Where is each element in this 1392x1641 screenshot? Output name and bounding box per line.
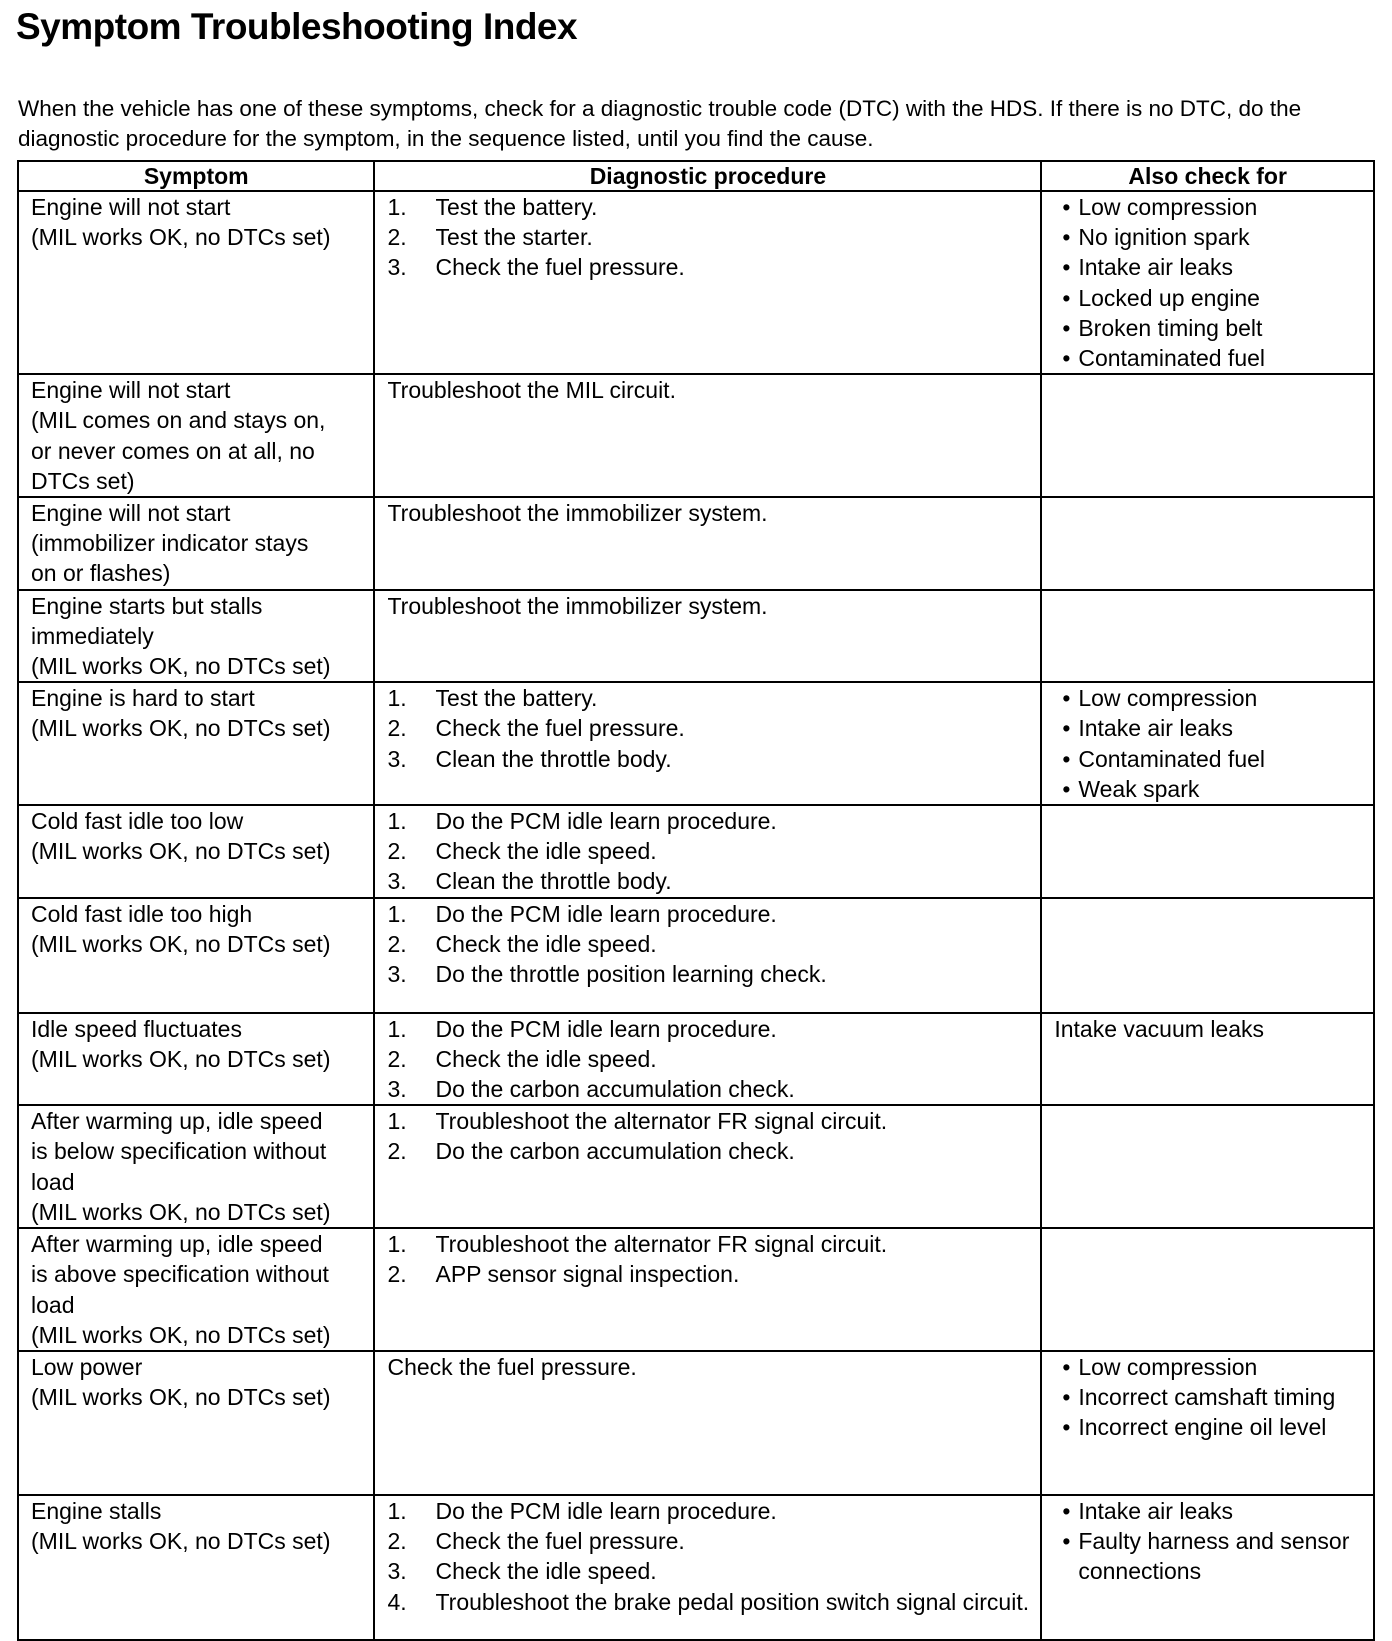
step-number: 2. <box>387 1045 407 1072</box>
bullet-icon: • <box>1062 775 1071 802</box>
procedure-text: Troubleshoot the MIL circuit. <box>387 377 676 404</box>
procedure-cell <box>374 898 1041 1013</box>
symptom-cell: Idle speed fluctuates (MIL works OK, no DTCs set) <box>18 1013 374 1106</box>
table-row <box>18 1495 1374 1640</box>
step-text: Test the starter. <box>435 224 593 251</box>
symptom-cell: After warming up, idle speed is below specification without load (MIL works OK, no DTCs set) <box>18 1105 374 1228</box>
bullet-icon: • <box>1062 1353 1071 1380</box>
procedure-step <box>387 713 1032 743</box>
procedure-step <box>387 1229 1032 1259</box>
symptom-cell: After warming up, idle speed is above specification without load (MIL works OK, no DTCs set) <box>18 1228 374 1351</box>
bullet-icon: • <box>1062 1384 1071 1411</box>
symptom-cell: Engine will not start (MIL works OK, no DTCs set) <box>18 191 374 374</box>
step-text: Check the fuel pressure. <box>435 715 685 742</box>
also-check-cell <box>1041 682 1374 805</box>
also-check-cell <box>1041 1495 1374 1640</box>
step-number: 1. <box>387 685 407 712</box>
step-number: 1. <box>387 900 407 927</box>
also-check-text: Low compression <box>1078 194 1258 220</box>
also-check-text: Faulty harness and sensor connections <box>1078 1528 1350 1585</box>
header-diagnostic-procedure: Diagnostic procedure <box>374 161 1041 191</box>
step-number: 2. <box>387 1138 407 1165</box>
symptom-table <box>17 160 1375 1641</box>
list-item <box>1054 1382 1365 1412</box>
bullet-icon: • <box>1062 254 1071 281</box>
bullet-icon: • <box>1062 685 1071 712</box>
table-row <box>18 374 1374 497</box>
procedure-cell <box>374 1495 1041 1640</box>
step-number: 3. <box>387 961 407 988</box>
step-text: APP sensor signal inspection. <box>435 1261 740 1288</box>
also-check-cell <box>1041 191 1374 374</box>
procedure-step <box>387 899 1032 929</box>
step-text: Check the fuel pressure. <box>435 254 685 281</box>
bullet-icon: • <box>1062 745 1071 772</box>
procedure-step <box>387 744 1032 774</box>
procedure-steps <box>387 683 1032 774</box>
also-check-text: Weak spark <box>1078 775 1200 802</box>
list-item <box>1054 744 1365 774</box>
bullet-icon: • <box>1062 1414 1071 1441</box>
procedure-step <box>387 1074 1032 1104</box>
step-text: Clean the throttle body. <box>435 868 672 895</box>
procedure-step <box>387 683 1032 713</box>
also-check-list <box>1054 1496 1365 1587</box>
also-check-text: No ignition spark <box>1078 224 1250 251</box>
procedure-cell <box>374 682 1041 805</box>
also-check-cell <box>1041 1351 1374 1495</box>
also-check-text: Broken timing belt <box>1078 314 1263 341</box>
procedure-cell <box>374 1013 1041 1106</box>
procedure-steps <box>387 1229 1032 1289</box>
procedure-step <box>387 1556 1032 1586</box>
symptom-cell: Engine will not start (MIL comes on and stays on, or never comes on at all, no DTCs set) <box>18 374 374 497</box>
table-row <box>18 682 1374 805</box>
table-row <box>18 1013 1374 1106</box>
step-number: 2. <box>387 1261 407 1288</box>
list-item <box>1054 222 1365 252</box>
procedure-cell <box>374 590 1041 683</box>
step-number: 3. <box>387 254 407 281</box>
procedure-step <box>387 192 1032 222</box>
bullet-icon: • <box>1062 345 1071 372</box>
step-text: Do the PCM idle learn procedure. <box>435 1015 777 1042</box>
procedure-steps <box>387 192 1032 283</box>
step-number: 3. <box>387 1558 407 1585</box>
procedure-text: Check the fuel pressure. <box>387 1353 637 1380</box>
procedure-step <box>387 1496 1032 1526</box>
procedure-steps <box>387 1496 1032 1617</box>
symptom-cell: Cold fast idle too high (MIL works OK, no DTCs set) <box>18 898 374 1013</box>
step-text: Do the PCM idle learn procedure. <box>435 808 777 835</box>
procedure-step <box>387 806 1032 836</box>
step-text: Troubleshoot the brake pedal position switch signal circuit. <box>435 1588 1030 1615</box>
also-check-cell <box>1041 1105 1374 1228</box>
step-text: Check the idle speed. <box>435 1045 657 1072</box>
symptom-cell: Engine stalls (MIL works OK, no DTCs set) <box>18 1495 374 1640</box>
step-text: Troubleshoot the alternator FR signal circuit. <box>435 1108 888 1135</box>
procedure-step <box>387 222 1032 252</box>
bullet-icon: • <box>1062 314 1071 341</box>
procedure-cell <box>374 497 1041 590</box>
also-check-text: Low compression <box>1078 685 1258 712</box>
procedure-text: Troubleshoot the immobilizer system. <box>387 592 768 619</box>
list-item <box>1054 1352 1365 1382</box>
symptom-cell: Cold fast idle too low (MIL works OK, no DTCs set) <box>18 805 374 898</box>
table-row <box>18 805 1374 898</box>
procedure-step <box>387 866 1032 896</box>
step-number: 1. <box>387 1497 407 1524</box>
list-item <box>1054 1496 1365 1526</box>
table-row <box>18 191 1374 374</box>
also-check-list <box>1054 192 1365 373</box>
page-title: Symptom Troubleshooting Index <box>16 6 578 47</box>
step-text: Clean the throttle body. <box>435 745 672 772</box>
also-check-text: Intake air leaks <box>1078 715 1234 742</box>
symptom-cell: Engine will not start (immobilizer indicator stays on or flashes) <box>18 497 374 590</box>
step-text: Do the PCM idle learn procedure. <box>435 900 777 927</box>
step-text: Test the battery. <box>435 685 598 712</box>
table-row <box>18 497 1374 590</box>
also-check-cell <box>1041 590 1374 683</box>
step-number: 1. <box>387 1015 407 1042</box>
procedure-steps <box>387 806 1032 897</box>
also-check-text: Intake air leaks <box>1078 1497 1234 1524</box>
procedure-step <box>387 1106 1032 1136</box>
header-symptom: Symptom <box>18 161 374 191</box>
list-item <box>1054 313 1365 343</box>
intro-paragraph: When the vehicle has one of these symptoms, check for a diagnostic trouble code (DTC) with the HDS. If there is no DTC, do the diagnostic procedure for the symptom, in the sequence listed, until you find the cause. <box>18 96 1302 151</box>
also-check-text: Intake vacuum leaks <box>1054 1015 1265 1042</box>
step-text: Check the idle speed. <box>435 1558 657 1585</box>
procedure-steps <box>387 1106 1032 1166</box>
step-number: 1. <box>387 194 407 220</box>
table-row <box>18 1105 1374 1228</box>
list-item <box>1054 283 1365 313</box>
also-check-text: Incorrect engine oil level <box>1078 1414 1327 1441</box>
step-text: Test the battery. <box>435 194 598 220</box>
also-check-list <box>1054 683 1365 804</box>
procedure-cell <box>374 1351 1041 1495</box>
step-text: Check the fuel pressure. <box>435 1528 685 1555</box>
table-header-row <box>18 161 1374 191</box>
procedure-step <box>387 1587 1032 1617</box>
step-number: 2. <box>387 930 407 957</box>
step-number: 2. <box>387 1528 407 1555</box>
symptom-cell: Low power (MIL works OK, no DTCs set) <box>18 1351 374 1495</box>
also-check-text: Contaminated fuel <box>1078 345 1266 372</box>
bullet-icon: • <box>1062 224 1071 251</box>
procedure-steps <box>387 1014 1032 1105</box>
step-number: 2. <box>387 715 407 742</box>
procedure-cell <box>374 191 1041 374</box>
also-check-cell <box>1041 1013 1374 1106</box>
step-text: Check the idle speed. <box>435 838 657 865</box>
step-number: 1. <box>387 808 407 835</box>
also-check-text: Low compression <box>1078 1353 1258 1380</box>
list-item <box>1054 713 1365 743</box>
procedure-cell <box>374 1228 1041 1351</box>
step-number: 3. <box>387 1076 407 1103</box>
list-item <box>1054 343 1365 373</box>
header-also-check-for: Also check for <box>1041 161 1374 191</box>
step-number: 2. <box>387 224 407 251</box>
also-check-list <box>1054 1352 1365 1443</box>
procedure-cell <box>374 805 1041 898</box>
procedure-steps <box>387 899 1032 990</box>
symptom-cell: Engine starts but stalls immediately (MIL works OK, no DTCs set) <box>18 590 374 683</box>
also-check-text: Intake air leaks <box>1078 254 1234 281</box>
bullet-icon: • <box>1062 715 1071 742</box>
list-item <box>1054 1526 1365 1586</box>
also-check-cell <box>1041 898 1374 1013</box>
step-number: 3. <box>387 745 407 772</box>
step-text: Do the throttle position learning check. <box>435 961 827 988</box>
table-row <box>18 898 1374 1013</box>
step-text: Do the PCM idle learn procedure. <box>435 1497 777 1524</box>
procedure-step <box>387 1014 1032 1044</box>
step-number: 2. <box>387 838 407 865</box>
procedure-text: Troubleshoot the immobilizer system. <box>387 500 768 527</box>
step-number: 1. <box>387 1231 407 1258</box>
also-check-cell <box>1041 374 1374 497</box>
step-text: Check the idle speed. <box>435 930 657 957</box>
step-text: Troubleshoot the alternator FR signal circuit. <box>435 1231 888 1258</box>
table-row <box>18 1351 1374 1495</box>
also-check-text: Contaminated fuel <box>1078 745 1266 772</box>
also-check-text: Locked up engine <box>1078 284 1260 311</box>
bullet-icon: • <box>1062 1497 1071 1524</box>
also-check-cell <box>1041 497 1374 590</box>
also-check-cell <box>1041 1228 1374 1351</box>
also-check-text: Incorrect camshaft timing <box>1078 1384 1336 1411</box>
step-text: Do the carbon accumulation check. <box>435 1076 795 1103</box>
procedure-step <box>387 836 1032 866</box>
list-item <box>1054 252 1365 282</box>
step-number: 3. <box>387 868 407 895</box>
list-item <box>1054 1412 1365 1442</box>
bullet-icon: • <box>1062 1528 1071 1555</box>
procedure-step <box>387 929 1032 959</box>
procedure-cell <box>374 374 1041 497</box>
procedure-step <box>387 959 1032 989</box>
procedure-step <box>387 1259 1032 1289</box>
step-text: Do the carbon accumulation check. <box>435 1138 795 1165</box>
procedure-step <box>387 1526 1032 1556</box>
procedure-step <box>387 1136 1032 1166</box>
list-item <box>1054 192 1365 222</box>
procedure-cell <box>374 1105 1041 1228</box>
table-body <box>18 191 1374 1640</box>
table-row <box>18 590 1374 683</box>
also-check-cell <box>1041 805 1374 898</box>
list-item <box>1054 683 1365 713</box>
procedure-step <box>387 1044 1032 1074</box>
step-number: 1. <box>387 1108 407 1135</box>
list-item <box>1054 774 1365 804</box>
symptom-cell: Engine is hard to start (MIL works OK, no DTCs set) <box>18 682 374 805</box>
bullet-icon: • <box>1062 194 1071 220</box>
step-number: 4. <box>387 1588 407 1615</box>
table-row <box>18 1228 1374 1351</box>
bullet-icon: • <box>1062 284 1071 311</box>
procedure-step <box>387 252 1032 282</box>
